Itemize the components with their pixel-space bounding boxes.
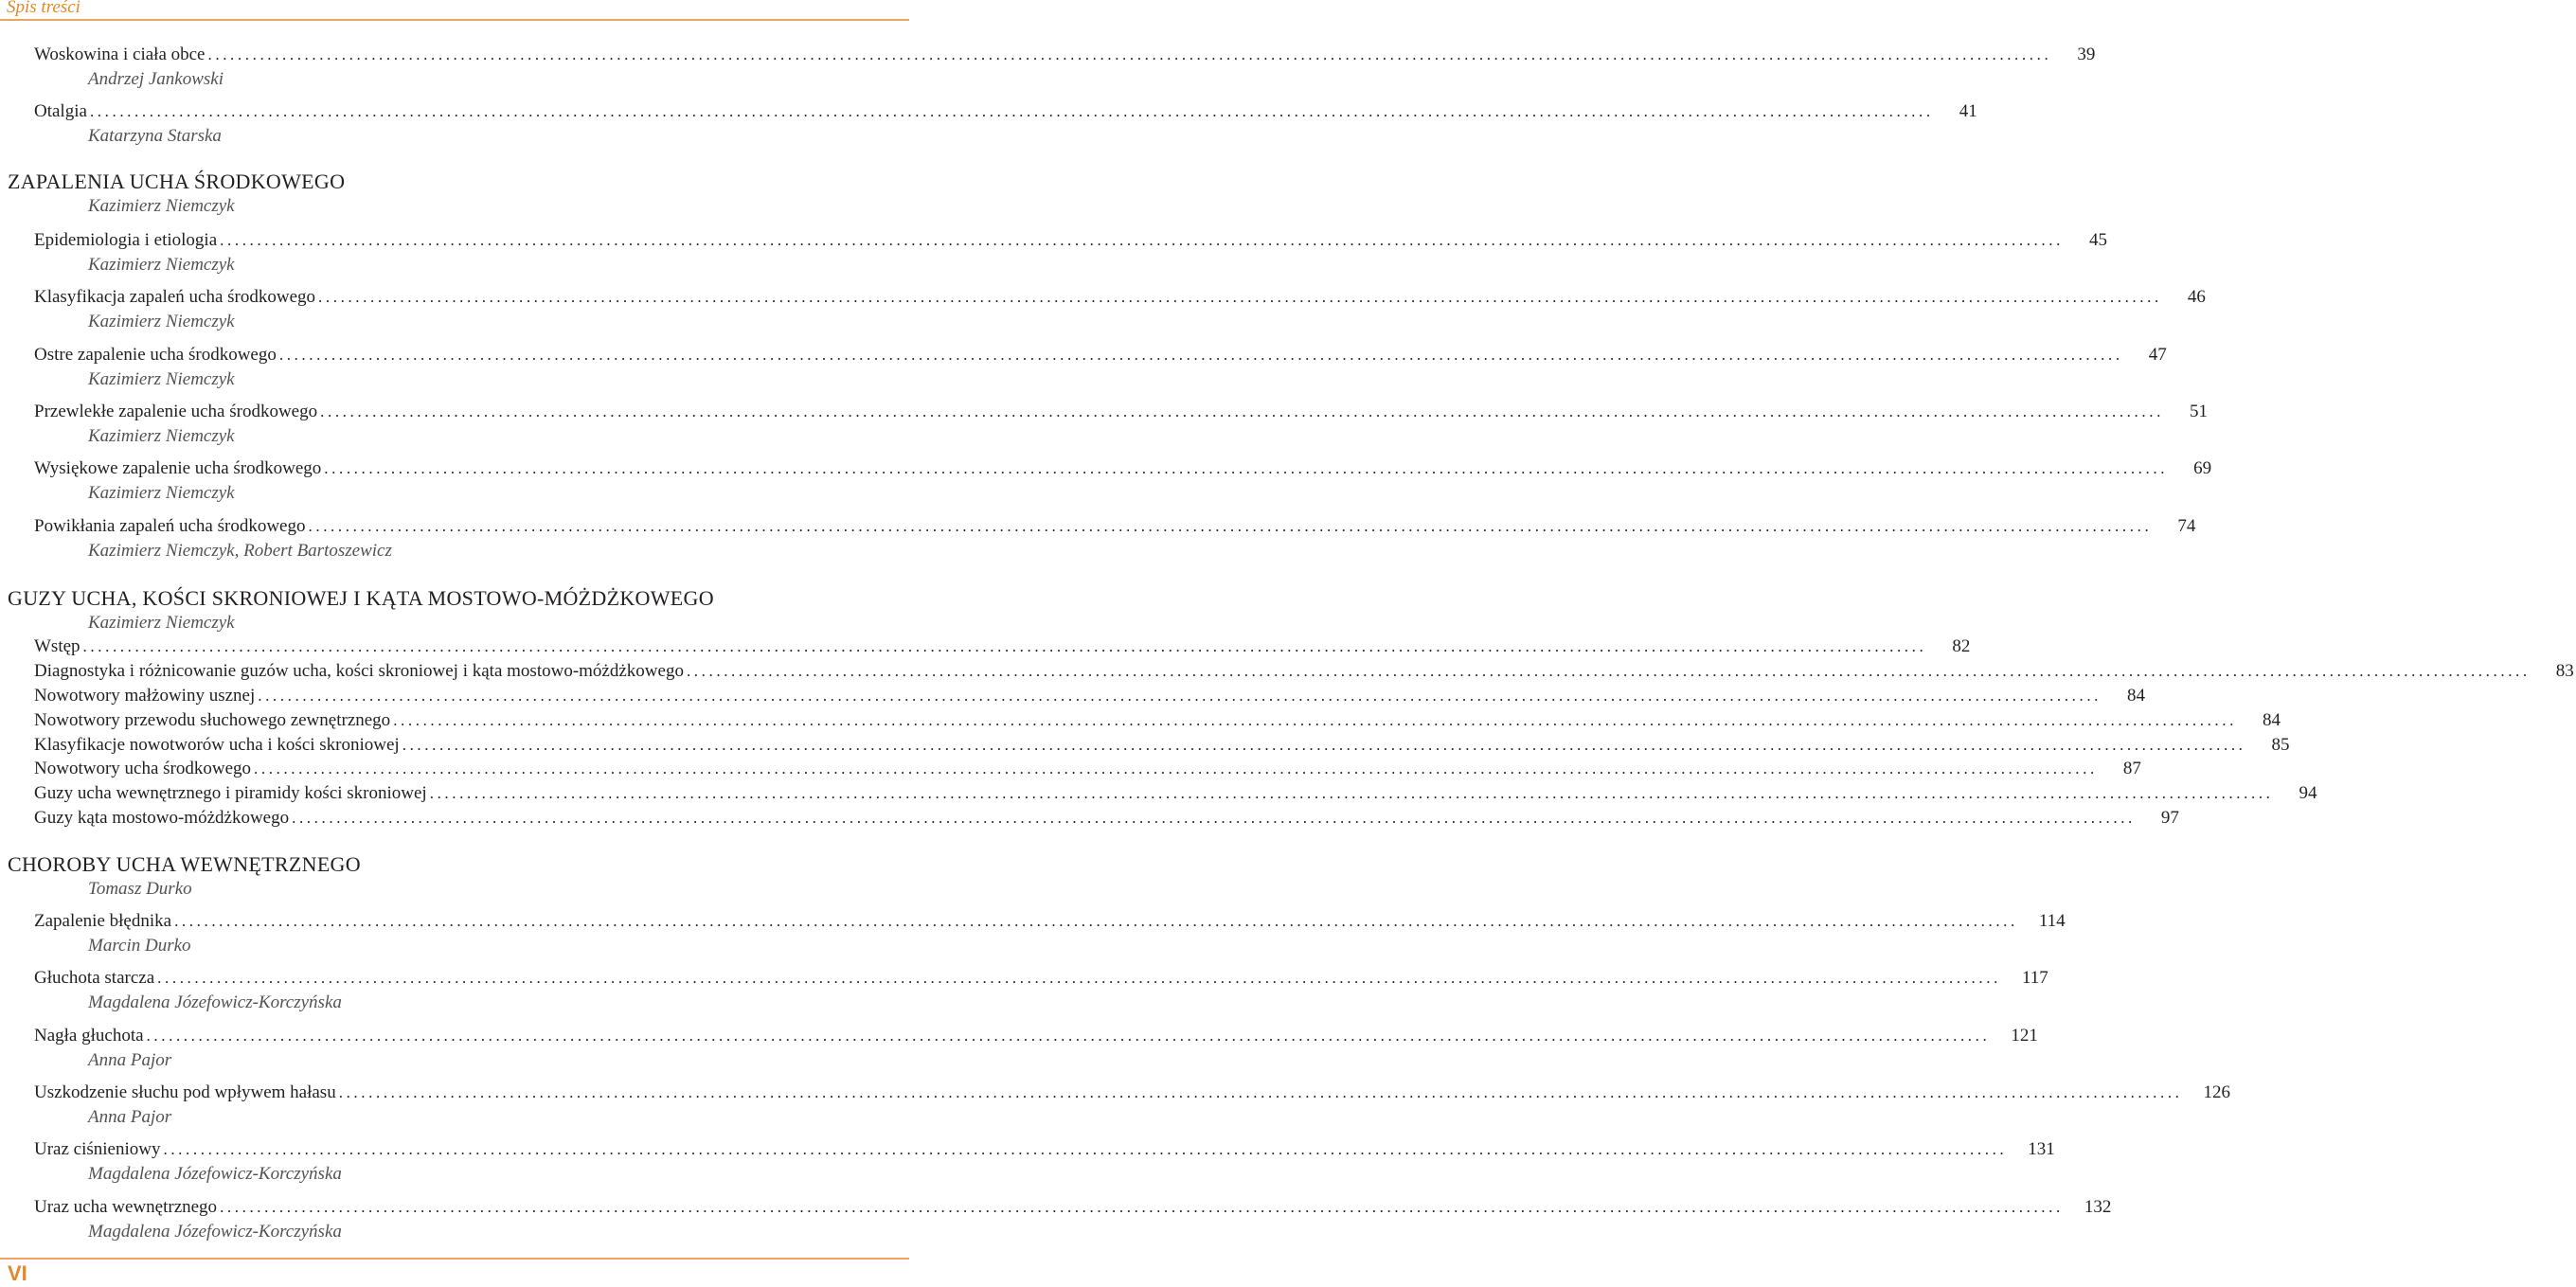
- entry-author: Andrzej Jankowski: [88, 69, 224, 89]
- toc-entry[interactable]: [34, 345, 2167, 369]
- dot-leader: ........................................................................................................................................................................................................................................................: [429, 784, 2274, 802]
- entry-author: Kazimierz Niemczyk: [88, 426, 235, 446]
- dot-leader: ........................................................................................................................................................................................................................................................: [146, 1027, 1991, 1045]
- page-number: 84: [2263, 710, 2281, 730]
- toc-entry[interactable]: [34, 1197, 2112, 1222]
- entry-title: Uraz ciśnieniowy: [34, 1139, 161, 1159]
- entry-author: Magdalena Józefowicz-Korczyńska: [88, 992, 342, 1012]
- page-number: 87: [2122, 759, 2141, 778]
- toc-entry[interactable]: [34, 636, 1971, 661]
- dot-leader: ........................................................................................................................................................................................................................................................: [324, 459, 2169, 477]
- entry-title: Klasyfikacja zapaleń ucha środkowego: [34, 287, 316, 307]
- entry-author: Kazimierz Niemczyk: [88, 312, 235, 331]
- dot-leader: ........................................................................................................................................................................................................................................................: [393, 711, 2237, 729]
- toc-entry[interactable]: [34, 101, 1977, 126]
- folio-page-number: VI: [8, 1261, 27, 1285]
- page-number: 46: [2187, 287, 2206, 307]
- toc-entry[interactable]: [34, 661, 2574, 686]
- page-number: 45: [2088, 230, 2107, 250]
- entry-author: Kazimierz Niemczyk: [88, 483, 235, 503]
- entry-title: Diagnostyka i różnicowanie guzów ucha, kości skroniowej i kąta mostowo-móżdżkowego: [34, 661, 684, 681]
- entry-author: Kazimierz Niemczyk, Robert Bartoszewicz: [88, 541, 392, 561]
- entry-title: Nowotwory małżowiny usznej: [34, 686, 256, 706]
- page-number: 97: [2160, 808, 2179, 828]
- toc-entry[interactable]: [34, 808, 2179, 832]
- page-number: 84: [2127, 686, 2146, 706]
- page-number: 126: [2203, 1082, 2231, 1102]
- page-number: 82: [1952, 636, 1971, 656]
- dot-leader: ........................................................................................................................................................................................................................................................: [258, 687, 2102, 705]
- dot-leader: ........................................................................................................................................................................................................................................................: [292, 809, 2136, 827]
- entry-author: Anna Pajor: [88, 1050, 172, 1070]
- page-number: 132: [2084, 1197, 2112, 1217]
- toc-entry[interactable]: [34, 230, 2107, 255]
- page-number: 85: [2271, 735, 2290, 755]
- page-number: 114: [2038, 911, 2066, 931]
- entry-author: Kazimierz Niemczyk: [88, 255, 235, 275]
- entry-title: Wstęp: [34, 636, 80, 656]
- dot-leader: ........................................................................................................................................................................................................................................................: [220, 231, 2064, 249]
- dot-leader: ........................................................................................................................................................................................................................................................: [686, 662, 2531, 680]
- header-rule: [0, 19, 909, 21]
- toc-entry[interactable]: [34, 287, 2206, 312]
- page-number: 39: [2077, 45, 2096, 64]
- entry-title: Ostre zapalenie ucha środkowego: [34, 345, 277, 365]
- page-number: 74: [2177, 516, 2196, 536]
- toc-entry[interactable]: [34, 759, 2141, 783]
- entry-author: Magdalena Józefowicz-Korczyńska: [88, 1164, 342, 1184]
- section-author: Kazimierz Niemczyk: [88, 613, 235, 633]
- page-number: 94: [2299, 783, 2317, 803]
- toc-entry[interactable]: [34, 1082, 2231, 1107]
- dot-leader: ........................................................................................................................................................................................................................................................: [220, 1198, 2064, 1216]
- entry-title: Głuchota starcza: [34, 968, 155, 988]
- entry-title: Powikłania zapaleń ucha środkowego: [34, 516, 306, 536]
- entry-title: Nowotwory ucha środkowego: [34, 759, 252, 778]
- dot-leader: ........................................................................................................................................................................................................................................................: [174, 912, 2018, 930]
- section-author: Tomasz Durko: [88, 879, 192, 899]
- dot-leader: ........................................................................................................................................................................................................................................................: [402, 736, 2246, 754]
- page-number: 121: [2011, 1026, 2038, 1046]
- entry-title: Epidemiologia i etiologia: [34, 230, 218, 250]
- toc-entry[interactable]: [34, 458, 2212, 483]
- entry-title: Guzy ucha wewnętrznego i piramidy kości skroniowej: [34, 783, 427, 803]
- toc-entry[interactable]: [34, 710, 2281, 735]
- page-number: 117: [2021, 968, 2048, 988]
- toc-entry[interactable]: [34, 1026, 2038, 1050]
- page-number: 41: [1959, 101, 1977, 121]
- entry-title: Nowotwory przewodu słuchowego zewnętrznego: [34, 710, 391, 730]
- toc-entry[interactable]: [34, 1139, 2055, 1164]
- footer-rule: [0, 1258, 909, 1260]
- dot-leader: ........................................................................................................................................................................................................................................................: [320, 402, 2164, 420]
- dot-leader: ........................................................................................................................................................................................................................................................: [163, 1140, 2008, 1158]
- entry-title: Uraz ucha wewnętrznego: [34, 1197, 218, 1217]
- page-number: 47: [2148, 345, 2167, 365]
- entry-title: Przewlekłe zapalenie ucha środkowego: [34, 402, 318, 421]
- toc-entry[interactable]: [34, 735, 2290, 760]
- toc-entry[interactable]: [34, 45, 2096, 69]
- section-heading: GUZY UCHA, KOŚCI SKRONIOWEJ I KĄTA MOSTOWO-MÓŻDŻKOWEGO: [8, 586, 714, 610]
- toc-entry[interactable]: [34, 911, 2066, 936]
- running-header: Spis treści: [7, 0, 80, 17]
- dot-leader: ........................................................................................................................................................................................................................................................: [254, 760, 2098, 778]
- page-number: 69: [2193, 458, 2212, 478]
- page-number: 83: [2555, 661, 2574, 681]
- toc-entry[interactable]: [34, 783, 2317, 808]
- entry-author: Marcin Durko: [88, 936, 191, 956]
- dot-leader: ........................................................................................................................................................................................................................................................: [308, 517, 2153, 535]
- entry-author: Anna Pajor: [88, 1107, 172, 1127]
- entry-author: Katarzyna Starska: [88, 126, 222, 146]
- page-number: 131: [2028, 1139, 2055, 1159]
- toc-entry[interactable]: [34, 968, 2048, 992]
- entry-author: Kazimierz Niemczyk: [88, 369, 235, 389]
- entry-title: Klasyfikacje nowotworów ucha i kości skroniowej: [34, 735, 400, 755]
- entry-title: Woskowina i ciała obce: [34, 45, 206, 64]
- entry-title: Zapalenie błędnika: [34, 911, 172, 931]
- section-author: Kazimierz Niemczyk: [88, 196, 235, 216]
- entry-title: Guzy kąta mostowo-móżdżkowego: [34, 808, 290, 828]
- dot-leader: ........................................................................................................................................................................................................................................................: [157, 969, 2001, 987]
- entry-title: Nagła głuchota: [34, 1026, 144, 1046]
- dot-leader: ........................................................................................................................................................................................................................................................: [207, 45, 2052, 63]
- toc-entry[interactable]: [34, 402, 2208, 426]
- entry-title: Wysiękowe zapalenie ucha środkowego: [34, 458, 322, 478]
- section-heading: CHOROBY UCHA WEWNĘTRZNEGO: [8, 852, 361, 876]
- dot-leader: ........................................................................................................................................................................................................................................................: [89, 102, 1934, 120]
- toc-entry[interactable]: [34, 686, 2146, 710]
- page-number: 51: [2189, 402, 2208, 421]
- entry-author: Magdalena Józefowicz-Korczyńska: [88, 1222, 342, 1242]
- entry-title: Otalgia: [34, 101, 87, 121]
- dot-leader: ........................................................................................................................................................................................................................................................: [82, 637, 1927, 655]
- dot-leader: ........................................................................................................................................................................................................................................................: [338, 1083, 2183, 1101]
- entry-title: Uszkodzenie słuchu pod wpływem hałasu: [34, 1082, 336, 1102]
- section-heading: ZAPALENIA UCHA ŚRODKOWEGO: [8, 170, 346, 193]
- toc-entry[interactable]: [34, 516, 2196, 541]
- dot-leader: ........................................................................................................................................................................................................................................................: [318, 288, 2162, 306]
- dot-leader: ........................................................................................................................................................................................................................................................: [278, 346, 2123, 364]
